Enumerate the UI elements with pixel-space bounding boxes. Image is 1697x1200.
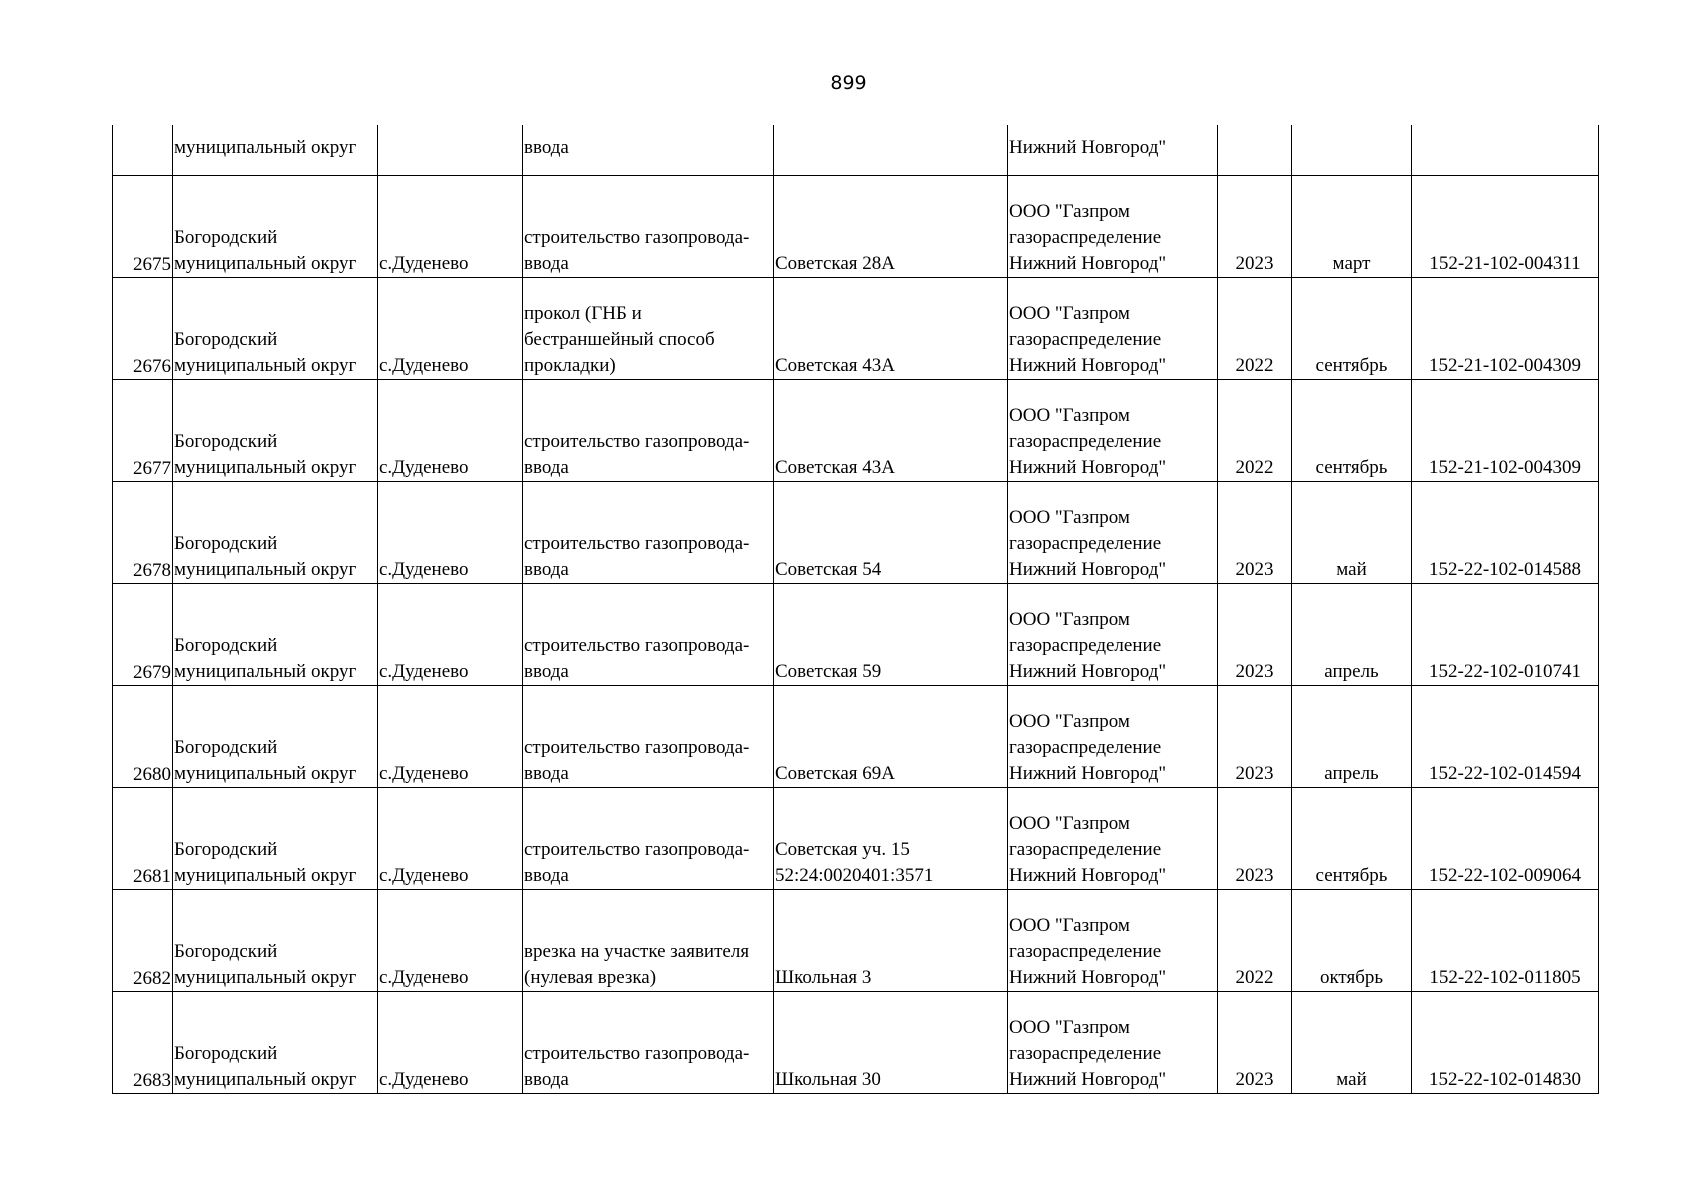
cell-district-line: муниципальный округ: [174, 1068, 357, 1090]
cell-district-line: Богородский: [174, 940, 278, 962]
cell-address: [774, 125, 1008, 175]
cell-work-line: ввода: [524, 762, 569, 784]
cell-address-line: 52:24:0020401:3571: [775, 864, 934, 886]
cell-organization-line: Нижний Новгород": [1009, 762, 1167, 784]
cell-year: 2023: [1218, 787, 1292, 889]
cell-address-line: Советская 69А: [775, 762, 896, 784]
cell-year: 2023: [1218, 175, 1292, 277]
page-number: 899: [830, 72, 867, 94]
cell-district-line: Богородский: [174, 838, 278, 860]
cell-code: 152-22-102-014594: [1412, 685, 1599, 787]
cell-code: 152-22-102-014830: [1412, 991, 1599, 1093]
cell-place: с.Дуденево: [378, 787, 523, 889]
cell-code: 152-22-102-009064: [1412, 787, 1599, 889]
cell-work-line: ввода: [524, 1068, 569, 1090]
cell-month: апрель: [1292, 685, 1412, 787]
cell-district-line: Богородский: [174, 736, 278, 758]
cell-year: 2023: [1218, 991, 1292, 1093]
cell-organization: Нижний Новгород": [1008, 125, 1218, 175]
cell-work-line: строительство газопровода-: [524, 838, 750, 860]
cell-district: [173, 889, 378, 991]
cell-organization-line: Нижний Новгород": [1009, 660, 1167, 682]
cell-organization: [1008, 379, 1218, 481]
cell-district-line: муниципальный округ: [174, 864, 357, 886]
cell-work-line: строительство газопровода-: [524, 532, 750, 554]
cell-organization-line: ООО "Газпром: [1009, 200, 1130, 222]
table-row: [113, 889, 1599, 991]
cell-district: муниципальный округ: [173, 125, 378, 175]
cell-month: сентябрь: [1292, 379, 1412, 481]
cell-year: 2023: [1218, 481, 1292, 583]
cell-district-line: муниципальный округ: [174, 660, 357, 682]
cell-address-line: Школьная 3: [775, 966, 872, 988]
cell-number: 2678: [113, 481, 173, 583]
cell-organization-line: Нижний Новгород": [1009, 1068, 1167, 1090]
cell-address: [774, 685, 1008, 787]
cell-work: [523, 787, 774, 889]
table-row: [113, 583, 1599, 685]
cell-number: 2676: [113, 277, 173, 379]
cell-organization: [1008, 889, 1218, 991]
cell-organization-line: газораспределение: [1009, 328, 1162, 350]
cell-work-line: строительство газопровода-: [524, 226, 750, 248]
cell-address: [774, 379, 1008, 481]
cell-address: [774, 277, 1008, 379]
registry-table: [112, 125, 1599, 1094]
cell-district: [173, 787, 378, 889]
cell-work: [523, 889, 774, 991]
cell-district: [173, 379, 378, 481]
cell-organization-line: Нижний Новгород": [1009, 864, 1167, 886]
cell-place: с.Дуденево: [378, 583, 523, 685]
cell-month: апрель: [1292, 583, 1412, 685]
cell-district-line: Богородский: [174, 1042, 278, 1064]
cell-work-line: (нулевая врезка): [524, 966, 657, 988]
cell-address-line: Советская 59: [775, 660, 882, 682]
cell-district: [173, 685, 378, 787]
cell-organization: [1008, 991, 1218, 1093]
cell-organization-line: ООО "Газпром: [1009, 608, 1130, 630]
cell-year: 2022: [1218, 277, 1292, 379]
cell-code: 152-21-102-004311: [1412, 175, 1599, 277]
cell-organization-line: Нижний Новгород": [1009, 558, 1167, 580]
cell-organization-line: газораспределение: [1009, 634, 1162, 656]
cell-work-line: ввода: [524, 864, 569, 886]
cell-organization-line: газораспределение: [1009, 430, 1162, 452]
cell-year: 2023: [1218, 583, 1292, 685]
cell-number: 2680: [113, 685, 173, 787]
cell-address: [774, 889, 1008, 991]
cell-organization: [1008, 787, 1218, 889]
cell-place: с.Дуденево: [378, 175, 523, 277]
cell-organization-line: газораспределение: [1009, 1042, 1162, 1064]
cell-place: с.Дуденево: [378, 685, 523, 787]
table-row: [113, 685, 1599, 787]
cell-organization-line: ООО "Газпром: [1009, 812, 1130, 834]
table-row: [113, 991, 1599, 1093]
cell-number: [113, 125, 173, 175]
cell-place: с.Дуденево: [378, 379, 523, 481]
cell-work-line: строительство газопровода-: [524, 1042, 750, 1064]
cell-organization-line: Нижний Новгород": [1009, 252, 1167, 274]
cell-work-line: ввода: [524, 252, 569, 274]
cell-district-line: Богородский: [174, 430, 278, 452]
cell-address-line: Советская 54: [775, 558, 882, 580]
cell-address-line: Советская 43А: [775, 456, 896, 478]
cell-address-line: Советская 43А: [775, 354, 896, 376]
cell-district-line: муниципальный округ: [174, 558, 357, 580]
cell-district-line: муниципальный округ: [174, 966, 357, 988]
cell-work-line: бестраншейный способ: [524, 328, 715, 350]
cell-district: [173, 991, 378, 1093]
cell-address: [774, 481, 1008, 583]
cell-work: [523, 991, 774, 1093]
cell-work-line: ввода: [524, 456, 569, 478]
cell-year: 2022: [1218, 889, 1292, 991]
cell-district: [173, 175, 378, 277]
table-row: [113, 379, 1599, 481]
cell-work: [523, 583, 774, 685]
cell-district-line: муниципальный округ: [174, 252, 357, 274]
cell-organization-line: Нижний Новгород": [1009, 354, 1167, 376]
cell-place: [378, 125, 523, 175]
cell-district: [173, 277, 378, 379]
cell-number: 2675: [113, 175, 173, 277]
cell-organization-line: газораспределение: [1009, 940, 1162, 962]
cell-organization-line: ООО "Газпром: [1009, 302, 1130, 324]
cell-work: ввода: [523, 125, 774, 175]
cell-place: с.Дуденево: [378, 889, 523, 991]
cell-district-line: Богородский: [174, 226, 278, 248]
cell-address: [774, 583, 1008, 685]
cell-year: [1218, 125, 1292, 175]
cell-organization-line: газораспределение: [1009, 838, 1162, 860]
cell-work-line: строительство газопровода-: [524, 634, 750, 656]
cell-code: 152-22-102-011805: [1412, 889, 1599, 991]
table-row: [113, 175, 1599, 277]
cell-work: [523, 481, 774, 583]
cell-address: [774, 991, 1008, 1093]
cell-district-line: муниципальный округ: [174, 354, 357, 376]
cell-place: с.Дуденево: [378, 277, 523, 379]
cell-district: [173, 481, 378, 583]
cell-code: [1412, 125, 1599, 175]
table-row: [113, 481, 1599, 583]
cell-year: 2022: [1218, 379, 1292, 481]
cell-code: 152-21-102-004309: [1412, 277, 1599, 379]
cell-code: 152-21-102-004309: [1412, 379, 1599, 481]
cell-district-line: Богородский: [174, 634, 278, 656]
cell-work-line: прокол (ГНБ и: [524, 302, 642, 324]
cell-address: [774, 175, 1008, 277]
cell-district-line: муниципальный округ: [174, 762, 357, 784]
cell-month: сентябрь: [1292, 277, 1412, 379]
cell-place: с.Дуденево: [378, 481, 523, 583]
cell-district-line: Богородский: [174, 328, 278, 350]
cell-code: 152-22-102-014588: [1412, 481, 1599, 583]
cell-work: [523, 379, 774, 481]
cell-number: 2677: [113, 379, 173, 481]
cell-organization-line: газораспределение: [1009, 736, 1162, 758]
cell-organization-line: ООО "Газпром: [1009, 1016, 1130, 1038]
cell-work-line: врезка на участке заявителя: [524, 940, 750, 962]
cell-month: март: [1292, 175, 1412, 277]
table-row: [113, 787, 1599, 889]
cell-organization: [1008, 685, 1218, 787]
continuation-row: [113, 125, 1599, 175]
cell-month: май: [1292, 991, 1412, 1093]
cell-number: 2679: [113, 583, 173, 685]
cell-work-line: прокладки): [524, 354, 616, 376]
cell-address-line: Советская 28А: [775, 252, 896, 274]
table-row: [113, 277, 1599, 379]
cell-organization-line: Нижний Новгород": [1009, 456, 1167, 478]
cell-organization-line: Нижний Новгород": [1009, 966, 1167, 988]
cell-organization: [1008, 583, 1218, 685]
cell-number: 2682: [113, 889, 173, 991]
cell-address-line: Школьная 30: [775, 1068, 881, 1090]
cell-organization: [1008, 277, 1218, 379]
cell-district-line: муниципальный округ: [174, 456, 357, 478]
cell-organization-line: ООО "Газпром: [1009, 404, 1130, 426]
cell-work: [523, 685, 774, 787]
cell-organization-line: ООО "Газпром: [1009, 914, 1130, 936]
table-body: [113, 125, 1599, 1093]
cell-number: 2683: [113, 991, 173, 1093]
cell-month: [1292, 125, 1412, 175]
cell-month: сентябрь: [1292, 787, 1412, 889]
cell-district-line: Богородский: [174, 532, 278, 554]
cell-month: май: [1292, 481, 1412, 583]
cell-organization-line: газораспределение: [1009, 532, 1162, 554]
cell-place: с.Дуденево: [378, 991, 523, 1093]
cell-work-line: ввода: [524, 660, 569, 682]
cell-organization-line: ООО "Газпром: [1009, 506, 1130, 528]
cell-work: [523, 175, 774, 277]
cell-district: [173, 583, 378, 685]
cell-organization: [1008, 481, 1218, 583]
cell-organization-line: ООО "Газпром: [1009, 710, 1130, 732]
cell-year: 2023: [1218, 685, 1292, 787]
cell-organization-line: газораспределение: [1009, 226, 1162, 248]
cell-month: октябрь: [1292, 889, 1412, 991]
cell-address-line: Советская уч. 15: [775, 838, 910, 860]
cell-organization: [1008, 175, 1218, 277]
cell-work-line: ввода: [524, 558, 569, 580]
cell-code: 152-22-102-010741: [1412, 583, 1599, 685]
cell-work: [523, 277, 774, 379]
cell-number: 2681: [113, 787, 173, 889]
cell-address: [774, 787, 1008, 889]
cell-work-line: строительство газопровода-: [524, 736, 750, 758]
cell-work-line: строительство газопровода-: [524, 430, 750, 452]
